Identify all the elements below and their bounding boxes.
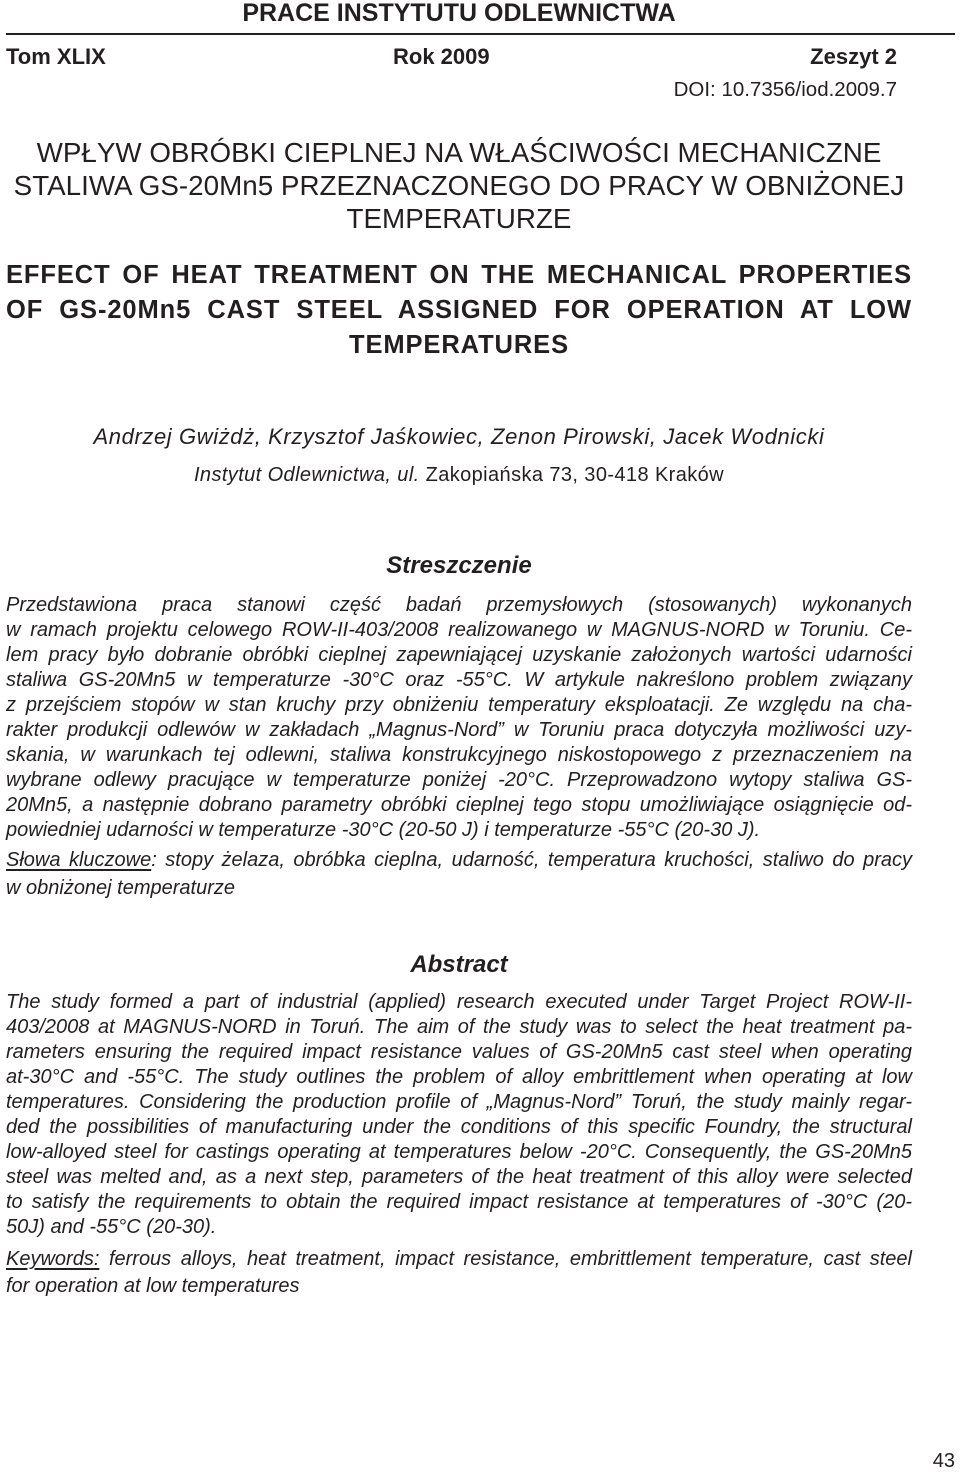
doi-label: DOI: 10.7356/iod.2009.7 <box>673 78 897 101</box>
abstract-en-line: low-alloyed steel for castings operating at temperatures below -20°C. Consequently, the GS-20Mn5 <box>6 1141 912 1163</box>
year-label: Rok 2009 <box>393 44 490 69</box>
abstract-en <box>6 990 912 1240</box>
abstract-en-line: 403/2008 at MAGNUS-NORD in Toruń. The aim of the study was to select the heat treatment pa- <box>6 1016 912 1038</box>
abstract-pl-line: wybrane odlewy pracujące w temperaturze poniżej -20°C. Przeprowadzono wytopy staliwa GS- <box>6 769 912 791</box>
abstract-pl-line: staliwa GS-20Mn5 w temperaturze -30°C oraz -55°C. W artykule nakreślono problem związany <box>6 669 912 691</box>
journal-name: PRACE INSTYTUTU ODLEWNICTWA <box>242 0 676 27</box>
affiliation-address: Zakopiańska 73, 30-418 Kraków <box>425 464 725 486</box>
abstract-en-line: at-30°C and -55°C. The study outlines the problem of alloy embrittlement when operating at low <box>6 1066 912 1088</box>
abstract-en-line: 50J) and -55°C (20-30). <box>6 1216 217 1238</box>
keywords-pl-line <box>6 846 912 874</box>
abstract-pl-line: powiedniej udarności w temperaturze -30°C (20-50 J) i temperaturze -55°C (20-30 J). <box>6 819 761 841</box>
abstract-pl-line: z przejściem stopów w stan kruchy przy obniżeniu temperatury eksploatacji. Ze względu na cha- <box>6 694 912 716</box>
keywords-en-line <box>6 1246 912 1273</box>
abstract-en-line: to satisfy the requirements to obtain the required impact resistance at temperatures of -30°C (20- <box>6 1191 912 1213</box>
keywords-en <box>6 1246 912 1300</box>
abstract-pl-line: lem pracy było dobranie obróbki cieplnej zapewniającej uzyskanie założonych wartości udarności <box>6 644 912 666</box>
abstract-pl-line: skania, w warunkach tej odlewni, staliwa konstrukcyjnego niskostopowego z przeznaczeniem na <box>6 744 912 766</box>
keywords-pl-line: w obniżonej temperaturze <box>6 877 236 899</box>
header-rule <box>6 33 955 35</box>
authors: Andrzej Gwiżdż, Krzysztof Jaśkowiec, Zenon Pirowski, Jacek Wodnicki <box>93 424 825 449</box>
abstract-en-line: temperatures. Considering the production profile of „Magnus-Nord” Toruń, the study mainly regar- <box>6 1091 912 1113</box>
title-en-line: TEMPERATURES <box>348 331 569 359</box>
abstract-en-heading: Abstract <box>410 951 508 978</box>
keywords-pl-text: : stopy żelaza, obróbka cieplna, udarność, temperatura kruchości, staliwo do pracy <box>151 849 912 871</box>
keywords-en-text: ferrous alloys, heat treatment, impact resistance, embrittlement temperature, cast steel <box>99 1248 912 1270</box>
title-en-line: EFFECT OF HEAT TREATMENT ON THE MECHANICAL PROPERTIES <box>6 261 912 289</box>
keywords-en-line: for operation at low temperatures <box>6 1275 300 1297</box>
abstract-pl-line: 20Mn5, a następnie dobrano parametry obróbki cieplnej tego stopu umożliwiające osiągnięcie od- <box>6 794 912 816</box>
keywords-pl <box>6 846 912 902</box>
title-pl-line: WPŁYW OBRÓBKI CIEPLNEJ NA WŁAŚCIWOŚCI MECHANICZNE <box>36 137 882 168</box>
keywords-pl-label: Słowa kluczowe <box>6 849 152 871</box>
abstract-pl-heading: Streszczenie <box>386 552 532 579</box>
abstract-pl-line: rakter produkcji odlewów w zakładach „Magnus-Nord” w Toruniu praca dotyczyła możliwości uzy- <box>6 719 912 741</box>
affiliation-institute: Instytut Odlewnictwa, ul. <box>193 464 420 486</box>
keywords-en-label: Keywords: <box>6 1248 100 1270</box>
abstract-en-line: ded the possibilities of manufacturing under the conditions of this specific Foundry, the structural <box>6 1116 912 1138</box>
page-number: 43 <box>932 1450 955 1472</box>
title-pl-line: STALIWA GS-20Mn5 PRZEZNACZONEGO DO PRACY W OBNIŻONEJ <box>13 170 905 201</box>
abstract-pl-line: w ramach projektu celowego ROW-II-403/2008 realizowanego w MAGNUS-NORD w Toruniu. Ce- <box>6 619 912 641</box>
abstract-pl <box>6 593 912 843</box>
abstract-en-line: steel was melted and, as a next step, parameters of the heat treatment of this alloy were selected <box>6 1166 912 1188</box>
title-pl-line: TEMPERATURZE <box>346 203 572 234</box>
issue-label: Zeszyt 2 <box>810 44 897 69</box>
title-en <box>6 258 912 363</box>
abstract-pl-line: Przedstawiona praca stanowi część badań przemysłowych (stosowanych) wykonanych <box>6 594 912 616</box>
volume-label: Tom XLIX <box>6 44 106 69</box>
affiliation <box>6 462 912 488</box>
title-en-line: OF GS-20Mn5 CAST STEEL ASSIGNED FOR OPERATION AT LOW <box>6 296 912 324</box>
abstract-en-line: The study formed a part of industrial (applied) research executed under Target Project ROW-II- <box>6 991 912 1013</box>
abstract-en-line: rameters ensuring the required impact resistance values of GS-20Mn5 cast steel when operating <box>6 1041 912 1063</box>
title-pl <box>6 136 912 235</box>
